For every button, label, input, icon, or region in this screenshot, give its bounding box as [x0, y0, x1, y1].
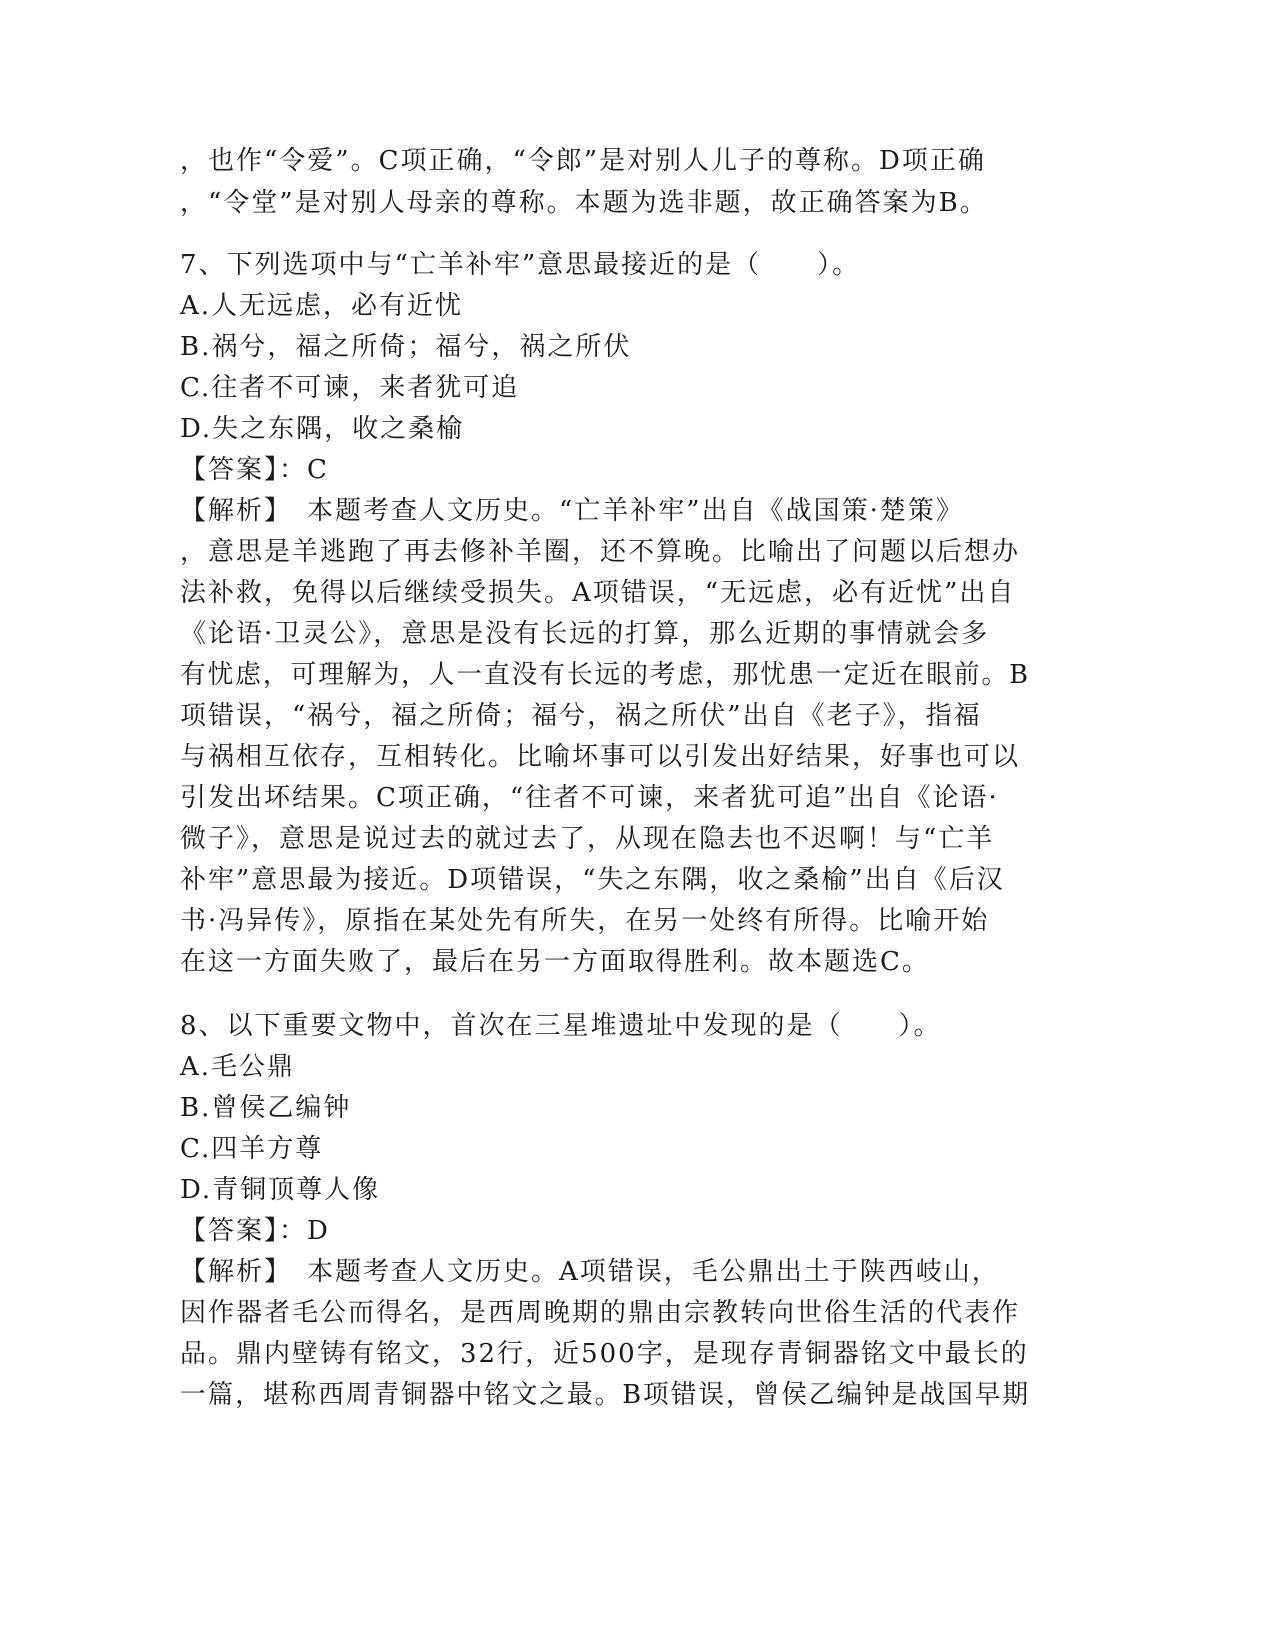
text: 有忧虑，可理解为，人一直没有长远的考虑，那忧患一定近在眼前。B — [180, 660, 1031, 690]
question-8-analysis-line — [180, 1293, 1020, 1333]
text: 《论语·卫灵公》，意思是没有长远的打算，那么近期的事情就会多 — [180, 619, 990, 649]
text: 【解析】 本题考查人文历史。A项错误，毛公鼎出土于陕西岐山， — [180, 1257, 1000, 1287]
text: C.四羊方尊 — [180, 1134, 324, 1164]
question-8-analysis-line — [180, 1252, 1000, 1292]
text: ，“令堂”是对别人母亲的尊称。本题为选非题，故正确答案为B。 — [180, 188, 988, 218]
text: C.往者不可谏，来者犹可追 — [180, 373, 520, 403]
question-8-option-c — [180, 1129, 323, 1169]
question-7-analysis-line — [180, 942, 930, 982]
question-7-analysis-line — [180, 737, 1020, 777]
question-8-analysis-line — [180, 1334, 1029, 1374]
question-7-answer — [180, 450, 329, 490]
text: ，也作“令爱”。C项正确，“令郎”是对别人儿子的尊称。D项正确 — [180, 146, 986, 176]
text: 品。鼎内壁铸有铭文，32行，近500字，是现存青铜器铭文中最长的 — [180, 1339, 1029, 1369]
text: A.人无远虑，必有近忧 — [180, 291, 464, 321]
question-7-analysis-line — [180, 655, 1041, 695]
text: 项错误，“祸兮，福之所倚；福兮，祸之所伏”出自《老子》，指福 — [180, 701, 982, 731]
text: ，意思是羊逃跑了再去修补羊圈，还不算晚。比喻出了问题以后想办 — [180, 537, 1021, 567]
question-8-analysis-line — [180, 1375, 1041, 1415]
question-7-analysis-line — [180, 901, 989, 941]
question-7-title — [180, 245, 860, 285]
text: D.失之东隅，收之桑榆 — [180, 414, 465, 444]
question-7-analysis-line — [180, 696, 982, 736]
text: 8、以下重要文物中，首次在三星堆遗址中发现的是（ ）。 — [180, 1011, 942, 1041]
question-8-title — [180, 1006, 942, 1046]
text: 补牢”意思最为接近。D项错误，“失之东隅，收之桑榆”出自《后汉 — [180, 865, 1005, 895]
text: 法补救，免得以后继续受损失。A项错误，“无远虑，必有近忧”出自 — [180, 578, 1016, 608]
text: 因作器者毛公而得名，是西周晚期的鼎由宗教转向世俗生活的代表作 — [180, 1298, 1021, 1328]
text: D.青铜顶尊人像 — [180, 1175, 381, 1205]
text: 微子》，意思是说过去的就过去了，从现在隐去也不迟啊！与“亡羊 — [180, 824, 995, 854]
question-7-option-b — [180, 327, 631, 367]
text: 一篇，堪称西周青铜器中铭文之最。B项错误，曾侯乙编钟是战国早期 — [180, 1380, 1031, 1410]
text: 7、下列选项中与“亡羊补牢”意思最接近的是（ ）。 — [180, 250, 861, 280]
prev-explanation-line — [180, 183, 988, 223]
text: 【答案】：D — [180, 1216, 330, 1246]
question-7-analysis-line — [180, 860, 1005, 900]
question-7-option-d — [180, 409, 464, 449]
text: B.祸兮，福之所倚；福兮，祸之所伏 — [180, 332, 632, 362]
question-8-answer — [180, 1211, 330, 1251]
text: 在这一方面失败了，最后在另一方面取得胜利。故本题选C。 — [180, 947, 930, 977]
question-7-analysis-line — [180, 819, 994, 859]
question-7-analysis-line — [180, 778, 999, 818]
text: B.曾侯乙编钟 — [180, 1093, 352, 1123]
text: 【解析】 本题考查人文历史。“亡羊补牢”出自《战国策·楚策》 — [180, 496, 964, 526]
question-7-analysis-line — [180, 614, 989, 654]
question-8-option-a — [180, 1047, 295, 1087]
prev-explanation-line — [180, 141, 986, 181]
question-8-option-b — [180, 1088, 351, 1128]
text: A.毛公鼎 — [180, 1052, 296, 1082]
text: 【答案】：C — [180, 455, 329, 485]
question-7-option-c — [180, 368, 519, 408]
question-8-option-d — [180, 1170, 380, 1210]
text: 与祸相互依存，互相转化。比喻坏事可以引发出好结果，好事也可以 — [180, 742, 1021, 772]
question-7-analysis-line — [180, 491, 964, 531]
question-7-analysis-line — [180, 573, 1015, 613]
text: 书·冯异传》，原指在某处先有所失，在另一处终有所得。比喻开始 — [180, 906, 990, 936]
text: 引发出坏结果。C项正确，“往者不可谏，来者犹可追”出自《论语· — [180, 783, 999, 813]
question-7-analysis-line — [180, 532, 1020, 572]
question-7-option-a — [180, 286, 463, 326]
